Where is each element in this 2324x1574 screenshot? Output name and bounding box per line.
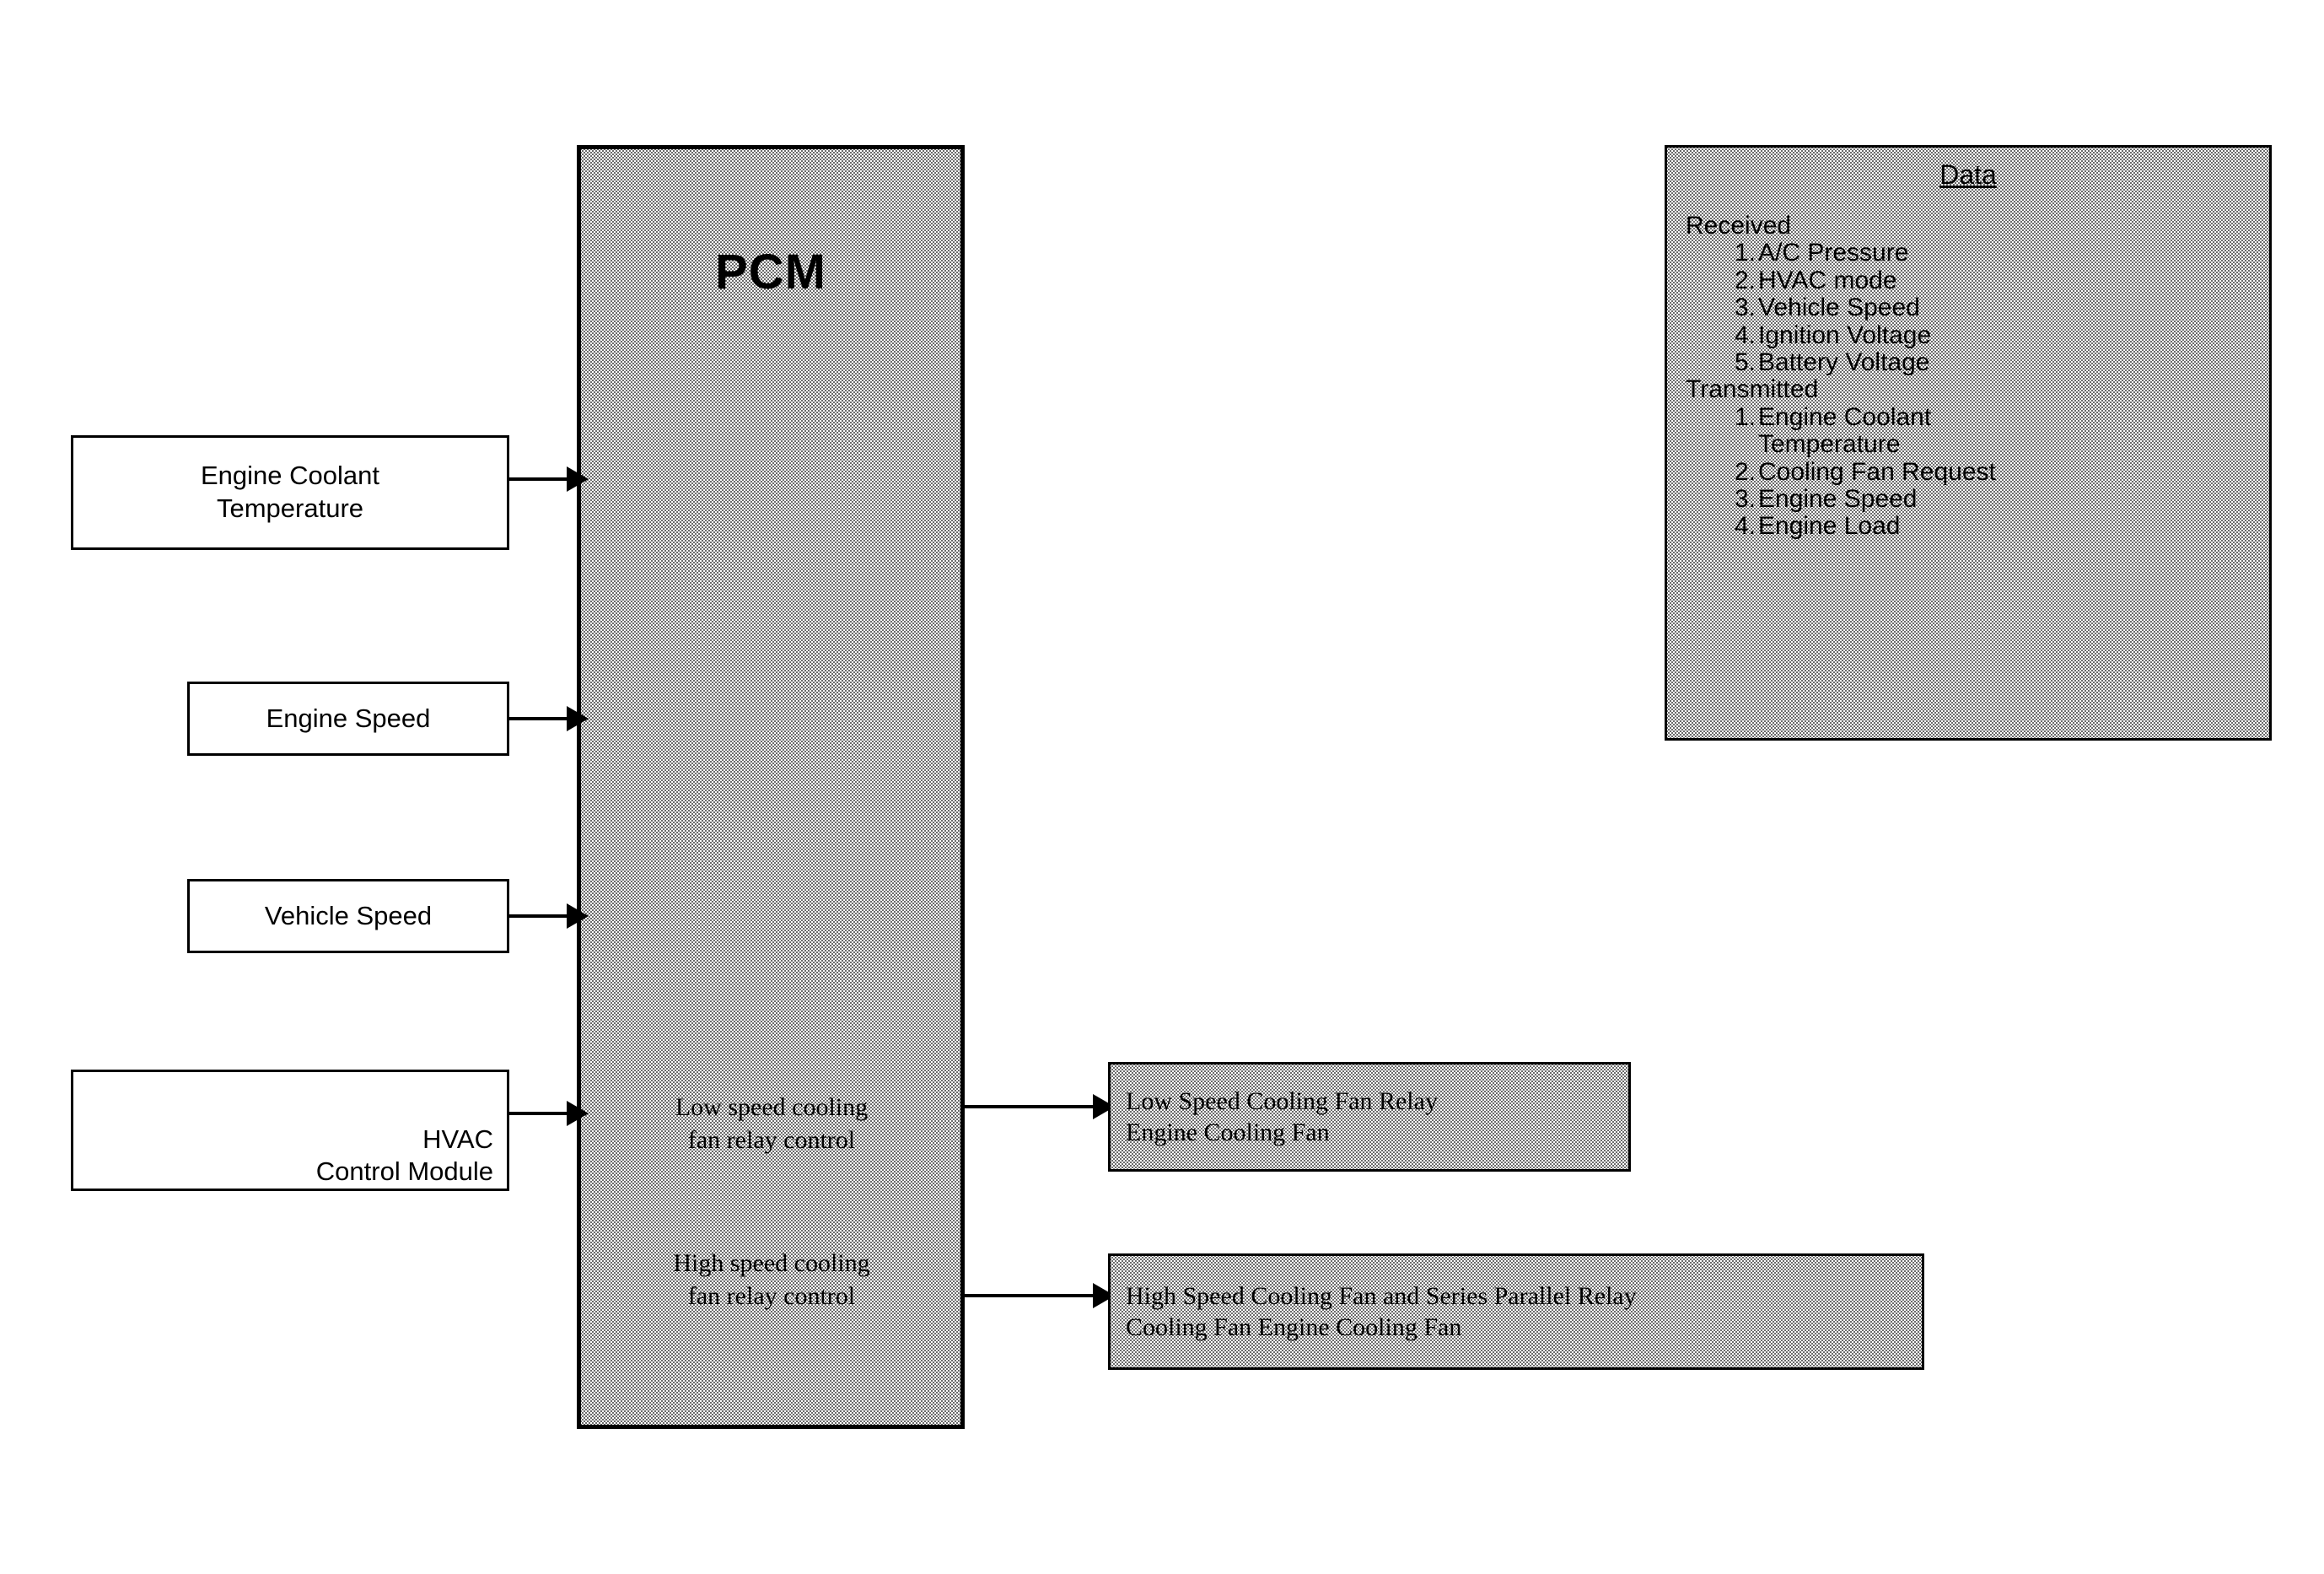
arrow-head-vehicle-speed <box>567 903 589 929</box>
data-received-num-3: 3. <box>1735 294 1756 322</box>
input-vehicle-speed <box>187 879 509 953</box>
data-transmitted-list <box>1686 404 2251 541</box>
low-speed-fan-control-line1: Low speed cooling <box>675 1093 869 1121</box>
input-engine-coolant-temperature-line2: Temperature <box>216 493 364 523</box>
data-received-list <box>1686 240 2251 376</box>
data-transmitted-text-1: Engine Coolant <box>1758 402 1932 431</box>
arrow-head-ect <box>567 466 589 492</box>
list-item <box>1686 486 2251 513</box>
low-speed-fan-control-label <box>624 1091 919 1156</box>
data-transmitted-heading: Transmitted <box>1686 375 1819 404</box>
output-low-speed-cooling-fan-relay <box>1108 1062 1631 1172</box>
data-received-num-4: 4. <box>1735 321 1756 349</box>
arrow-line-high-speed-output <box>965 1294 1108 1297</box>
output-high-speed-cooling-fan-relay <box>1108 1253 1924 1370</box>
data-received-num-1: 1. <box>1735 239 1756 267</box>
spacer <box>1686 431 1758 458</box>
data-transmitted-num-3: 3. <box>1735 484 1756 513</box>
arrow-head-hvac <box>567 1101 589 1126</box>
output-low-speed-line2: Engine Cooling Fan <box>1126 1119 1330 1146</box>
low-speed-fan-control-line2: fan relay control <box>687 1126 856 1154</box>
input-engine-coolant-temperature-line1: Engine Coolant <box>201 461 379 491</box>
list-item <box>1686 322 2251 349</box>
data-received-text-3: Vehicle Speed <box>1758 294 1920 322</box>
input-hvac-control-module-line1: HVAC <box>422 1124 493 1154</box>
arrow-line-low-speed-output <box>965 1105 1108 1108</box>
data-transmitted-text-4: Engine Load <box>1758 512 1901 541</box>
input-engine-speed-label: Engine Speed <box>266 703 431 733</box>
data-received-heading: Received <box>1686 212 1792 240</box>
high-speed-fan-control-line2: fan relay control <box>687 1282 856 1310</box>
data-transmitted-text-3: Engine Speed <box>1758 484 1918 513</box>
data-received-text-4: Ignition Voltage <box>1758 321 1932 349</box>
input-hvac-control-module-line2: Control Module <box>315 1156 493 1187</box>
input-vehicle-speed-label: Vehicle Speed <box>264 900 433 930</box>
pcm-block <box>577 145 965 1429</box>
data-transmitted-num-4: 4. <box>1735 512 1756 541</box>
list-item <box>1686 459 2251 486</box>
data-transmitted-num-1: 1. <box>1735 402 1756 431</box>
list-item <box>1686 267 2251 294</box>
output-low-speed-line1: Low Speed Cooling Fan Relay <box>1126 1086 1438 1115</box>
arrow-head-engine-speed <box>567 706 589 731</box>
data-received-num-2: 2. <box>1735 266 1756 294</box>
pcm-label: PCM <box>715 245 826 299</box>
data-transmitted-continuation: Temperature <box>1758 430 1901 459</box>
output-high-speed-line1: High Speed Cooling Fan and Series Parallel Relay <box>1126 1281 1637 1310</box>
input-engine-speed <box>187 682 509 756</box>
list-item <box>1686 294 2251 321</box>
data-panel <box>1665 145 2272 741</box>
list-item <box>1686 513 2251 540</box>
list-item <box>1686 431 2251 458</box>
data-panel-title: Data <box>1939 159 1997 190</box>
data-received-text-1: A/C Pressure <box>1758 239 1909 267</box>
data-received-text-2: HVAC mode <box>1758 266 1897 294</box>
list-item <box>1686 240 2251 267</box>
high-speed-fan-control-line1: High speed cooling <box>673 1249 870 1277</box>
data-received-num-5: 5. <box>1735 348 1756 376</box>
data-transmitted-text-2: Cooling Fan Request <box>1758 457 1996 486</box>
input-hvac-control-module <box>71 1070 509 1191</box>
high-speed-fan-control-label <box>624 1247 919 1313</box>
data-received-text-5: Battery Voltage <box>1758 348 1930 376</box>
list-item <box>1686 349 2251 376</box>
data-transmitted-num-2: 2. <box>1735 457 1756 486</box>
input-engine-coolant-temperature <box>71 435 509 550</box>
list-item <box>1686 404 2251 431</box>
output-high-speed-line2: Cooling Fan Engine Cooling Fan <box>1126 1313 1462 1341</box>
